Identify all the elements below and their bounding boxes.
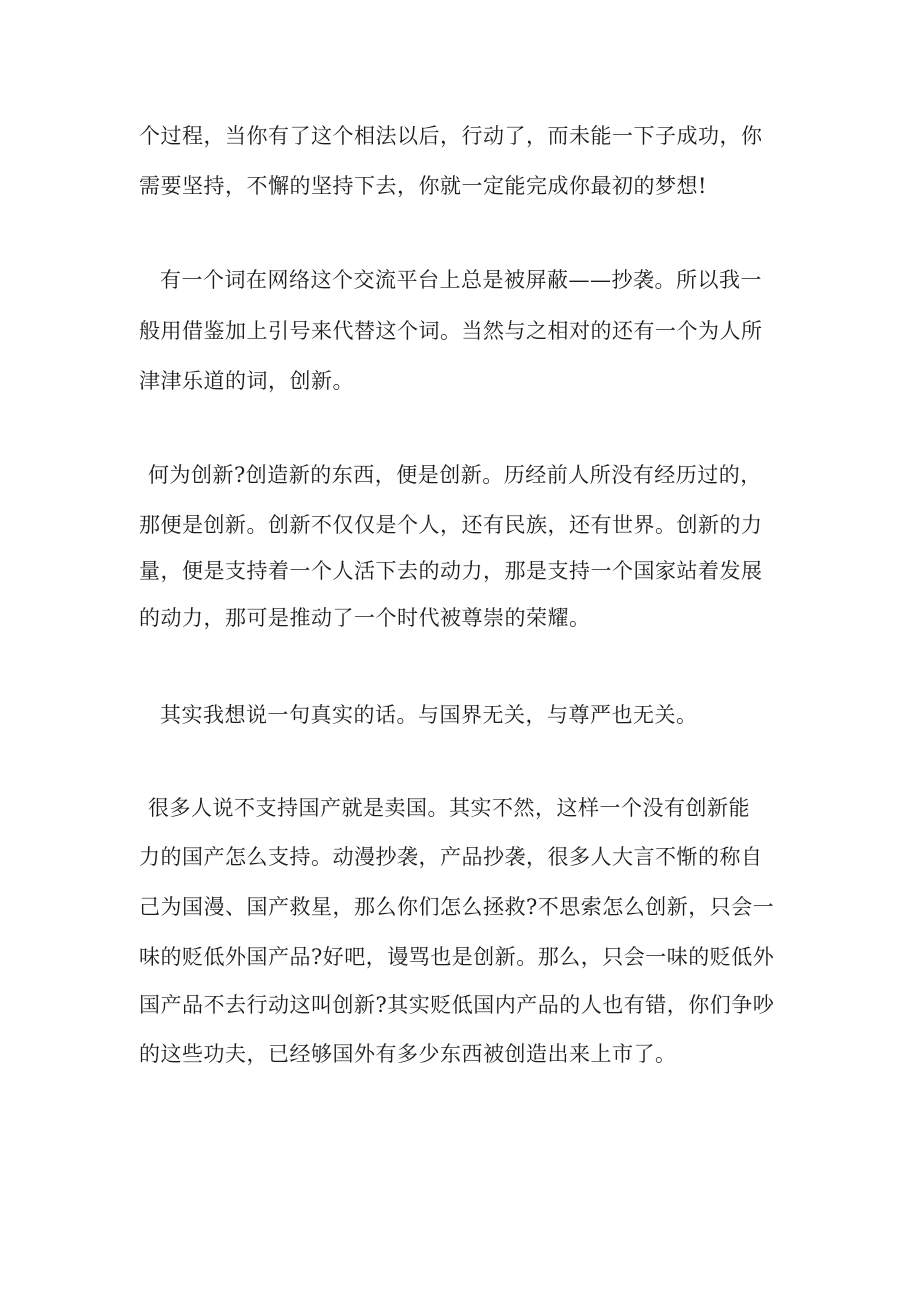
paragraph-5-line-3: 己为国漫、国产救星，那么你们怎么拯救?不思索怎么创新，只会一: [139, 895, 775, 919]
paragraph-2-line-2: 般用借鉴加上引号来代替这个词。当然与之相对的还有一个为人所: [139, 319, 763, 343]
paragraph-1-line-1: 个过程，当你有了这个相法以后，行动了，而未能一下子成功，你: [139, 124, 763, 148]
paragraph-5-line-2: 力的国产怎么支持。动漫抄袭，产品抄袭，很多人大言不惭的称自: [139, 845, 763, 869]
paragraph-2-line-3: 津津乐道的词，创新。: [139, 369, 354, 393]
paragraph-5-line-6: 的这些功夫，已经够国外有多少东西被创造出来上市了。: [139, 1042, 677, 1066]
paragraph-5-line-1: 很多人说不支持国产就是卖国。其实不然，这样一个没有创新能: [148, 796, 750, 820]
paragraph-3-line-1: 何为创新?创造新的东西，便是创新。历经前人所没有经历过的，: [148, 463, 762, 487]
paragraph-4-line-1: 其实我想说一句真实的话。与国界无关，与尊严也无关。: [160, 703, 698, 727]
paragraph-1-line-2: 需要坚持，不懈的坚持下去，你就一定能完成你最初的梦想!: [139, 174, 707, 198]
paragraph-3-line-4: 的动力，那可是推动了一个时代被尊崇的荣耀。: [139, 606, 591, 630]
paragraph-5-line-4: 味的贬低外国产品?好吧，谩骂也是创新。那么，只会一味的贬低外: [139, 945, 775, 969]
paragraph-3-line-3: 量，便是支持着一个人活下去的动力，那是支持一个国家站着发展: [139, 559, 763, 583]
paragraph-3-line-2: 那便是创新。创新不仅仅是个人，还有民族，还有世界。创新的力: [139, 513, 763, 537]
paragraph-5-line-5: 国产品不去行动这叫创新?其实贬低国内产品的人也有错，你们争吵: [139, 993, 775, 1017]
paragraph-2-line-1: 有一个词在网络这个交流平台上总是被屏蔽——抄袭。所以我一: [160, 268, 762, 292]
